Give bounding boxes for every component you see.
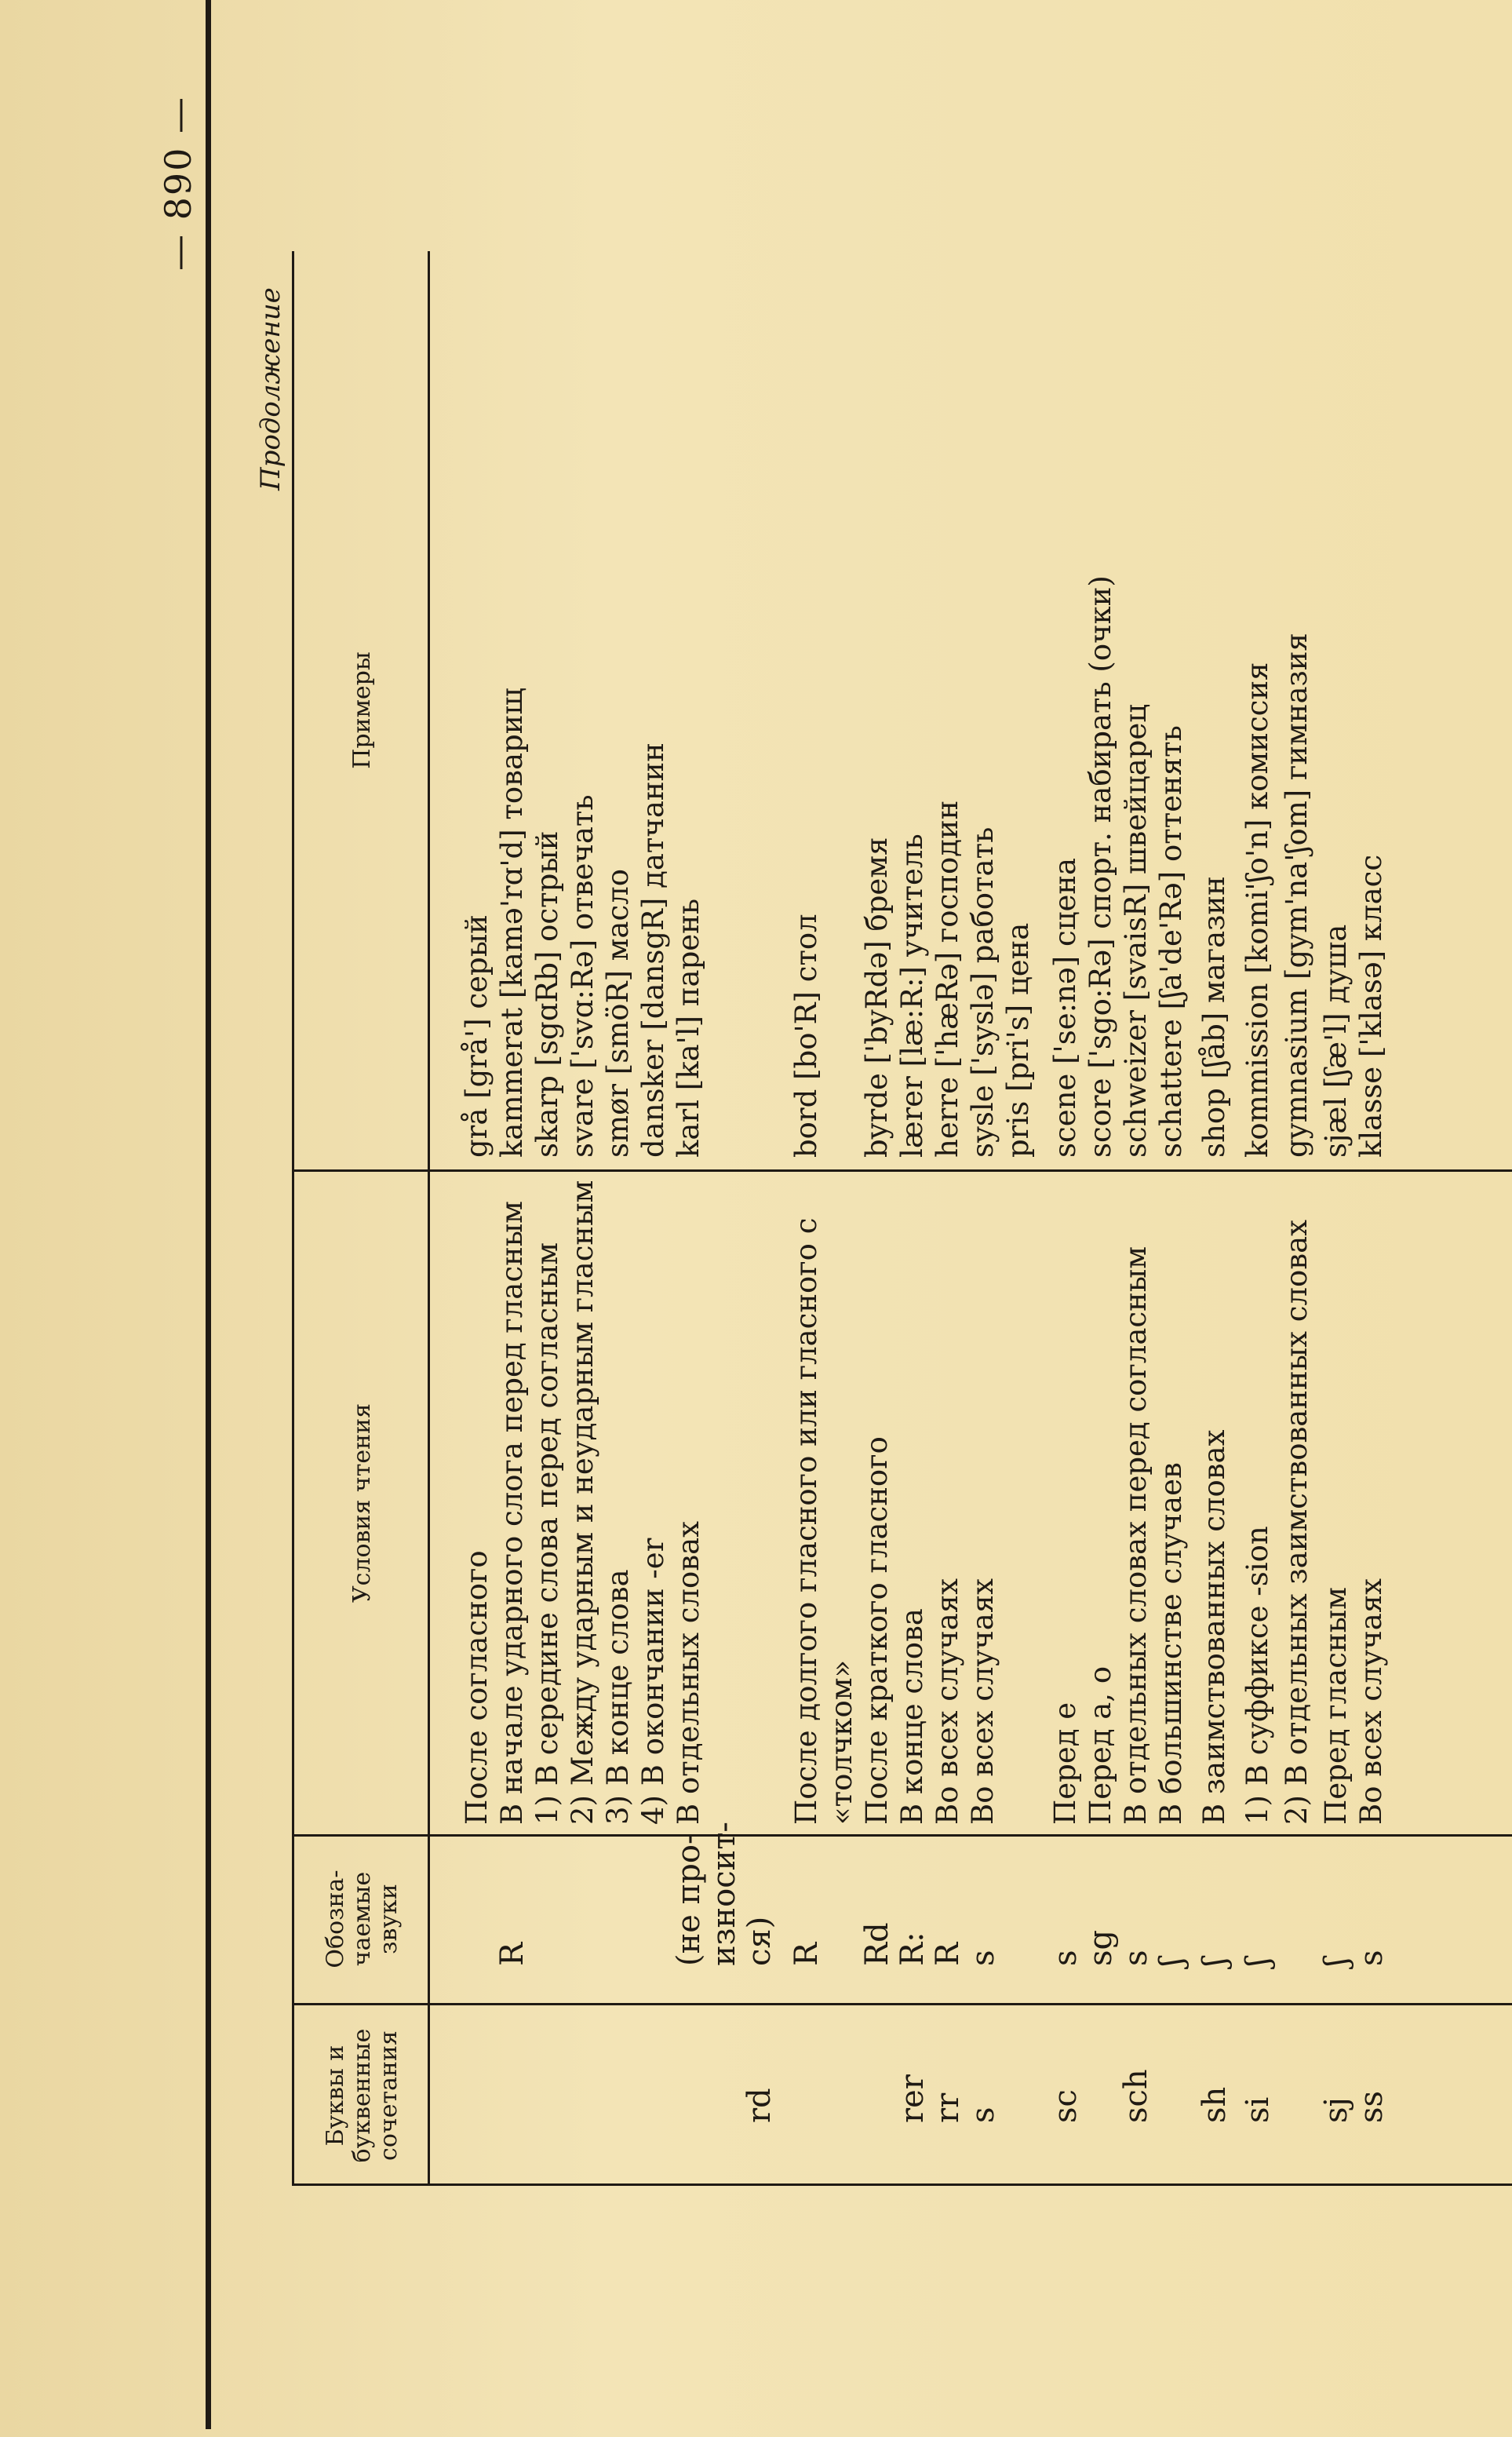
row-example-cell: schattere [ʃa'de'Rə] оттенять bbox=[1154, 725, 1188, 1158]
header-conditions: Условия чтения bbox=[348, 1403, 376, 1603]
row-condition-cell: В начале ударного слога перед гласным bbox=[495, 1201, 529, 1825]
header-bottom-rule bbox=[428, 251, 430, 2186]
row-condition-cell: Перед гласным bbox=[1319, 1587, 1353, 1825]
row-letters-cell: sj bbox=[1318, 2097, 1354, 2123]
row-sound-cell: износит- bbox=[706, 1822, 742, 1966]
row-sound-cell: R: bbox=[894, 1932, 931, 1966]
row-sound-cell: ʃ bbox=[1240, 1957, 1276, 1966]
row-example-cell: karl [ka'l] парень bbox=[672, 899, 705, 1158]
row-condition-cell: Во всех случаях bbox=[931, 1578, 964, 1825]
page-number: — 890 — bbox=[157, 95, 199, 271]
column-divider bbox=[294, 1169, 1512, 1172]
row-condition-cell: После согласного bbox=[460, 1550, 494, 1825]
row-example-cell: klasse ['klasə] класс bbox=[1354, 854, 1388, 1158]
row-condition-cell: Во всех случаях bbox=[1354, 1578, 1388, 1825]
row-condition-cell: В отдельных словах перед согласным bbox=[1119, 1246, 1153, 1825]
row-letters-cell: rr bbox=[930, 2092, 966, 2123]
row-sound-cell: s bbox=[1118, 1950, 1154, 1966]
row-sound-cell: R bbox=[494, 1942, 530, 1966]
row-condition-cell: После долгого гласного или гласного с bbox=[789, 1217, 823, 1825]
row-example-cell: kammerat [kamə'rɑ'd] товарищ bbox=[495, 688, 529, 1158]
row-letters-cell: ss bbox=[1354, 2090, 1390, 2123]
row-letters-cell: sc bbox=[1047, 2089, 1084, 2123]
header-letters: Буквы и буквенные сочетания bbox=[322, 2028, 403, 2163]
row-sound-cell: R bbox=[789, 1942, 825, 1966]
row-condition-cell: 3) В конце слова bbox=[601, 1569, 635, 1825]
row-condition-cell: 4) В окончании -er bbox=[636, 1538, 670, 1825]
row-example-cell: score ['sgo:Rə] спорт. набирать (очки) bbox=[1084, 575, 1117, 1158]
row-sound-cell: s bbox=[1047, 1950, 1084, 1966]
row-letters-cell: sh bbox=[1197, 2086, 1233, 2123]
continuation-label: Продолжение bbox=[255, 287, 286, 491]
row-sound-cell: ʃ bbox=[1197, 1957, 1233, 1966]
row-condition-cell: В отдельных словах bbox=[672, 1520, 705, 1825]
column-divider bbox=[294, 1834, 1512, 1837]
row-example-cell: byrde ['byRdə] бремя bbox=[860, 837, 894, 1158]
row-example-cell: bord [bo'R] стол bbox=[789, 914, 823, 1158]
row-example-cell: shop [ʃåb] магазин bbox=[1197, 876, 1231, 1158]
row-sound-cell: (не про- bbox=[671, 1833, 707, 1966]
row-letters-cell: sch bbox=[1118, 2069, 1154, 2123]
row-condition-cell: 2) В отдельных заимствованных словах bbox=[1280, 1219, 1313, 1825]
row-example-cell: svare ['svɑ:Rə] отвечать bbox=[566, 794, 599, 1158]
row-example-cell: scene ['se:nə] сцена bbox=[1048, 857, 1082, 1158]
row-letters-cell: rer bbox=[894, 2074, 931, 2123]
row-example-cell: schweizer [svaisR] швейцарец bbox=[1119, 703, 1153, 1158]
row-condition-cell: «толчком» bbox=[825, 1659, 858, 1825]
row-example-cell: grå [grå'] серый bbox=[460, 914, 494, 1158]
row-example-cell: gymnasium [gym'na'ʃom] гимназия bbox=[1280, 633, 1313, 1158]
row-example-cell: sysle ['syslə] работать bbox=[966, 826, 1000, 1158]
row-condition-cell: После краткого гласного bbox=[860, 1436, 894, 1825]
row-example-cell: pris [pri's] цена bbox=[1001, 922, 1035, 1158]
row-example-cell: dansker [dansgR] датчанин bbox=[636, 742, 670, 1158]
row-sound-cell: ся) bbox=[741, 1916, 778, 1966]
reading-rules-table bbox=[292, 251, 1512, 2186]
table-border-left bbox=[294, 2183, 1512, 2186]
row-example-cell: skarp [sgɑRb] острый bbox=[530, 830, 564, 1158]
row-letters-cell: s bbox=[965, 2107, 1001, 2123]
row-example-cell: herre ['hæRə] господин bbox=[931, 800, 964, 1158]
row-sound-cell: ʃ bbox=[1153, 1957, 1190, 1966]
row-condition-cell: 2) Между ударным и неударным гласным bbox=[566, 1180, 599, 1825]
row-condition-cell: 1) В суффиксе -sion bbox=[1241, 1526, 1274, 1825]
header-rule bbox=[206, 0, 211, 2429]
row-condition-cell: 1) В середине слова перед согласным bbox=[530, 1242, 564, 1825]
row-sound-cell: R bbox=[930, 1942, 966, 1966]
row-example-cell: sjæl [ʃæ'l] душа bbox=[1319, 924, 1353, 1158]
row-sound-cell: ʃ bbox=[1318, 1957, 1354, 1966]
row-example-cell: kommission [komi'ʃo'n] комиссия bbox=[1241, 662, 1274, 1158]
row-condition-cell: Во всех случаях bbox=[966, 1578, 1000, 1825]
header-sounds: Обозна- чаемые звуки bbox=[322, 1870, 403, 1968]
row-condition-cell: В заимствованных словах bbox=[1197, 1429, 1231, 1825]
row-condition-cell: В конце слова bbox=[895, 1608, 929, 1825]
row-condition-cell: Перед e bbox=[1048, 1702, 1082, 1825]
row-sound-cell: Rd bbox=[859, 1922, 895, 1966]
row-example-cell: lærer [læ:R:] учитель bbox=[895, 834, 929, 1158]
row-letters-cell: si bbox=[1240, 2096, 1276, 2123]
column-divider bbox=[294, 2003, 1512, 2005]
row-example-cell: smør [smöR] масло bbox=[601, 869, 635, 1158]
row-letters-cell: rd bbox=[741, 2088, 778, 2123]
row-sound-cell: sg bbox=[1083, 1929, 1119, 1966]
row-condition-cell: Перед a, o bbox=[1084, 1665, 1117, 1825]
row-condition-cell: В большинстве случаев bbox=[1154, 1462, 1188, 1825]
row-sound-cell: s bbox=[1354, 1950, 1390, 1966]
header-examples: Примеры bbox=[348, 651, 376, 769]
row-sound-cell: s bbox=[965, 1950, 1001, 1966]
